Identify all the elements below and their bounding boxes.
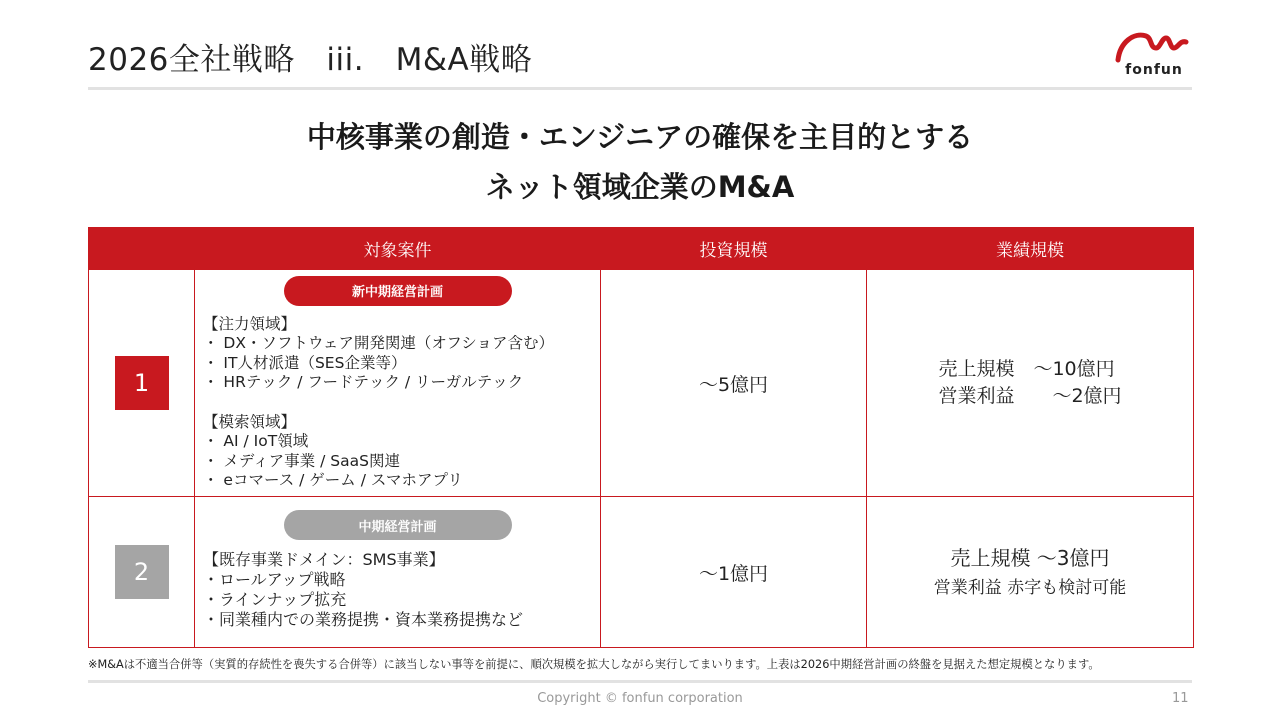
target-line: 【注力領域】 bbox=[203, 314, 297, 333]
page-title: 2026全社戦略 iii. M&A戦略 bbox=[88, 42, 533, 78]
target-line-spacer bbox=[203, 393, 592, 413]
performance-line: 営業利益 ～2億円 bbox=[938, 385, 1122, 407]
ma-strategy-table bbox=[88, 227, 1194, 648]
performance-cell bbox=[867, 497, 1194, 648]
column-header-number bbox=[89, 228, 195, 270]
target-line: ・同業種内での業務提携・資本業務提携など bbox=[203, 610, 524, 629]
target-cell bbox=[195, 270, 601, 497]
target-line: ・ラインナップ拡充 bbox=[203, 590, 347, 609]
row-number-badge: 2 bbox=[115, 545, 169, 599]
page-number: 11 bbox=[1172, 691, 1189, 706]
performance-text bbox=[938, 356, 1121, 410]
performance-line: 売上規模 ～10億円 bbox=[938, 358, 1115, 380]
investment-cell: ～1億円 bbox=[601, 497, 867, 648]
target-line: ・ メディア事業 / SaaS関連 bbox=[203, 451, 400, 470]
row-number-cell bbox=[89, 270, 195, 497]
table-row bbox=[89, 497, 1194, 648]
performance-cell bbox=[867, 270, 1194, 497]
target-line: ・ HRテック / フードテック / リーガルテック bbox=[203, 373, 524, 391]
target-line: ・ AI / IoT領域 bbox=[203, 432, 309, 450]
investment-cell: ～5億円 bbox=[601, 270, 867, 497]
table-header-row bbox=[89, 228, 1194, 270]
row-number-cell bbox=[89, 497, 195, 648]
logo-text: fonfun bbox=[1125, 62, 1183, 78]
target-line: ・ロールアップ戦略 bbox=[203, 570, 346, 589]
target-line: 【模索領域】 bbox=[203, 412, 297, 431]
target-line: 【既存事業ドメイン：SMS事業】 bbox=[203, 550, 445, 569]
column-header-performance: 業績規模 bbox=[867, 228, 1194, 270]
footer-divider bbox=[88, 680, 1192, 683]
performance-line: 営業利益 赤字も検討可能 bbox=[933, 578, 1127, 598]
header-divider bbox=[88, 87, 1192, 90]
headline bbox=[88, 112, 1192, 212]
row-number-badge: 1 bbox=[115, 356, 169, 410]
target-line: ・ eコマース / ゲーム / スマホアプリ bbox=[203, 471, 463, 489]
target-cell bbox=[195, 497, 601, 648]
footnote: ※M&Aは不適当合併等（実質的存続性を喪失する合併等）に該当しない事等を前提に、順次規模を拡大しながら実行してまいります。上表は2026中期経営計画の終盤を見据えた想定規模となります。 bbox=[88, 658, 1100, 671]
headline-line-1: 中核事業の創造・エンジニアの確保を主目的とする bbox=[306, 120, 974, 154]
target-list bbox=[195, 315, 600, 491]
column-header-target: 対象案件 bbox=[195, 228, 601, 270]
plan-label-pill: 新中期経営計画 bbox=[284, 276, 512, 306]
headline-line-2: ネット領域企業のM&A bbox=[485, 170, 795, 204]
target-line: ・ DX・ソフトウェア開発関連（オフショア含む） bbox=[203, 334, 554, 352]
logo-mark-icon bbox=[1112, 30, 1196, 64]
performance-line: 売上規模 ～3億円 bbox=[950, 546, 1110, 570]
target-list bbox=[195, 550, 600, 630]
fonfun-logo bbox=[1112, 30, 1196, 80]
table-row bbox=[89, 270, 1194, 497]
target-line: ・ IT人材派遣（SES企業等） bbox=[203, 353, 407, 372]
column-header-investment: 投資規模 bbox=[601, 228, 867, 270]
copyright: Copyright © fonfun corporation bbox=[537, 691, 743, 706]
plan-label-pill: 中期経営計画 bbox=[284, 510, 512, 540]
